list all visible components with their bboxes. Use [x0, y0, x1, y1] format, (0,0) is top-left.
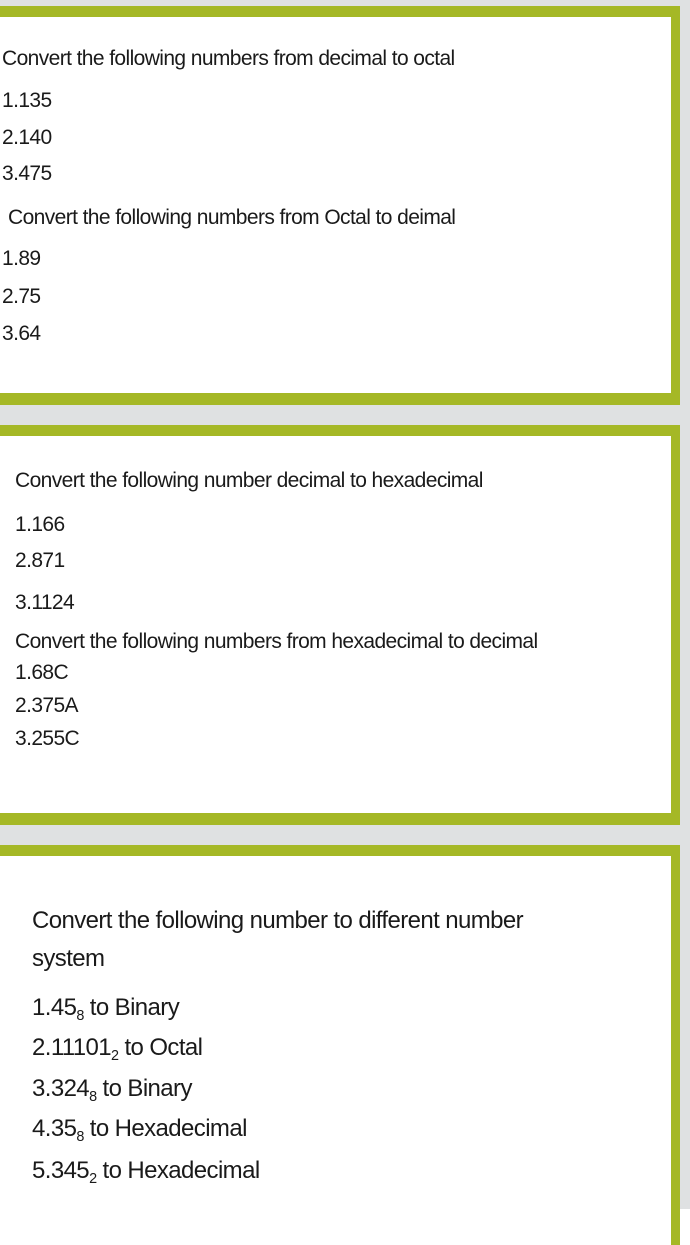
list-item: $5.345_2$ to Hexadecimal	[32, 1157, 260, 1188]
question-heading: Convert the following numbers from hexadecimal to decimal	[15, 630, 538, 653]
list-item: 3.64	[2, 322, 41, 345]
list-item: 2.75	[2, 285, 41, 308]
exercise-card-decimal-octal	[0, 6, 680, 405]
list-item: $3.324_8$ to Binary	[32, 1075, 192, 1106]
question-heading: Convert the following numbers from decimal to octal	[2, 47, 455, 70]
question-heading: Convert the following number decimal to hexadecimal	[15, 469, 483, 492]
list-item: $2.11101_2$ to Octal	[32, 1034, 203, 1065]
list-item: 2.375A	[15, 694, 78, 717]
list-item: 1.166	[15, 513, 65, 536]
question-heading-continued: system	[32, 945, 105, 972]
list-item: 1.135	[2, 89, 52, 112]
list-item: $1.45_8$ to Binary	[32, 994, 180, 1025]
list-item: 3.255C	[15, 727, 80, 750]
list-item: 3.1124	[15, 591, 75, 614]
exercise-card-mixed-bases	[0, 845, 680, 1245]
exercise-card-decimal-hex	[0, 425, 680, 825]
list-item: 2.871	[15, 549, 65, 572]
list-item: $4.35_8$ to Hexadecimal	[32, 1115, 247, 1146]
list-item: 2.140	[2, 126, 52, 149]
list-item: 1.89	[2, 247, 41, 270]
list-item: 3.475	[2, 162, 52, 185]
question-heading: Convert the following numbers from Octal to deimal	[8, 206, 456, 229]
list-item: 1.68C	[15, 661, 69, 684]
question-heading: Convert the following number to different number	[32, 907, 524, 934]
